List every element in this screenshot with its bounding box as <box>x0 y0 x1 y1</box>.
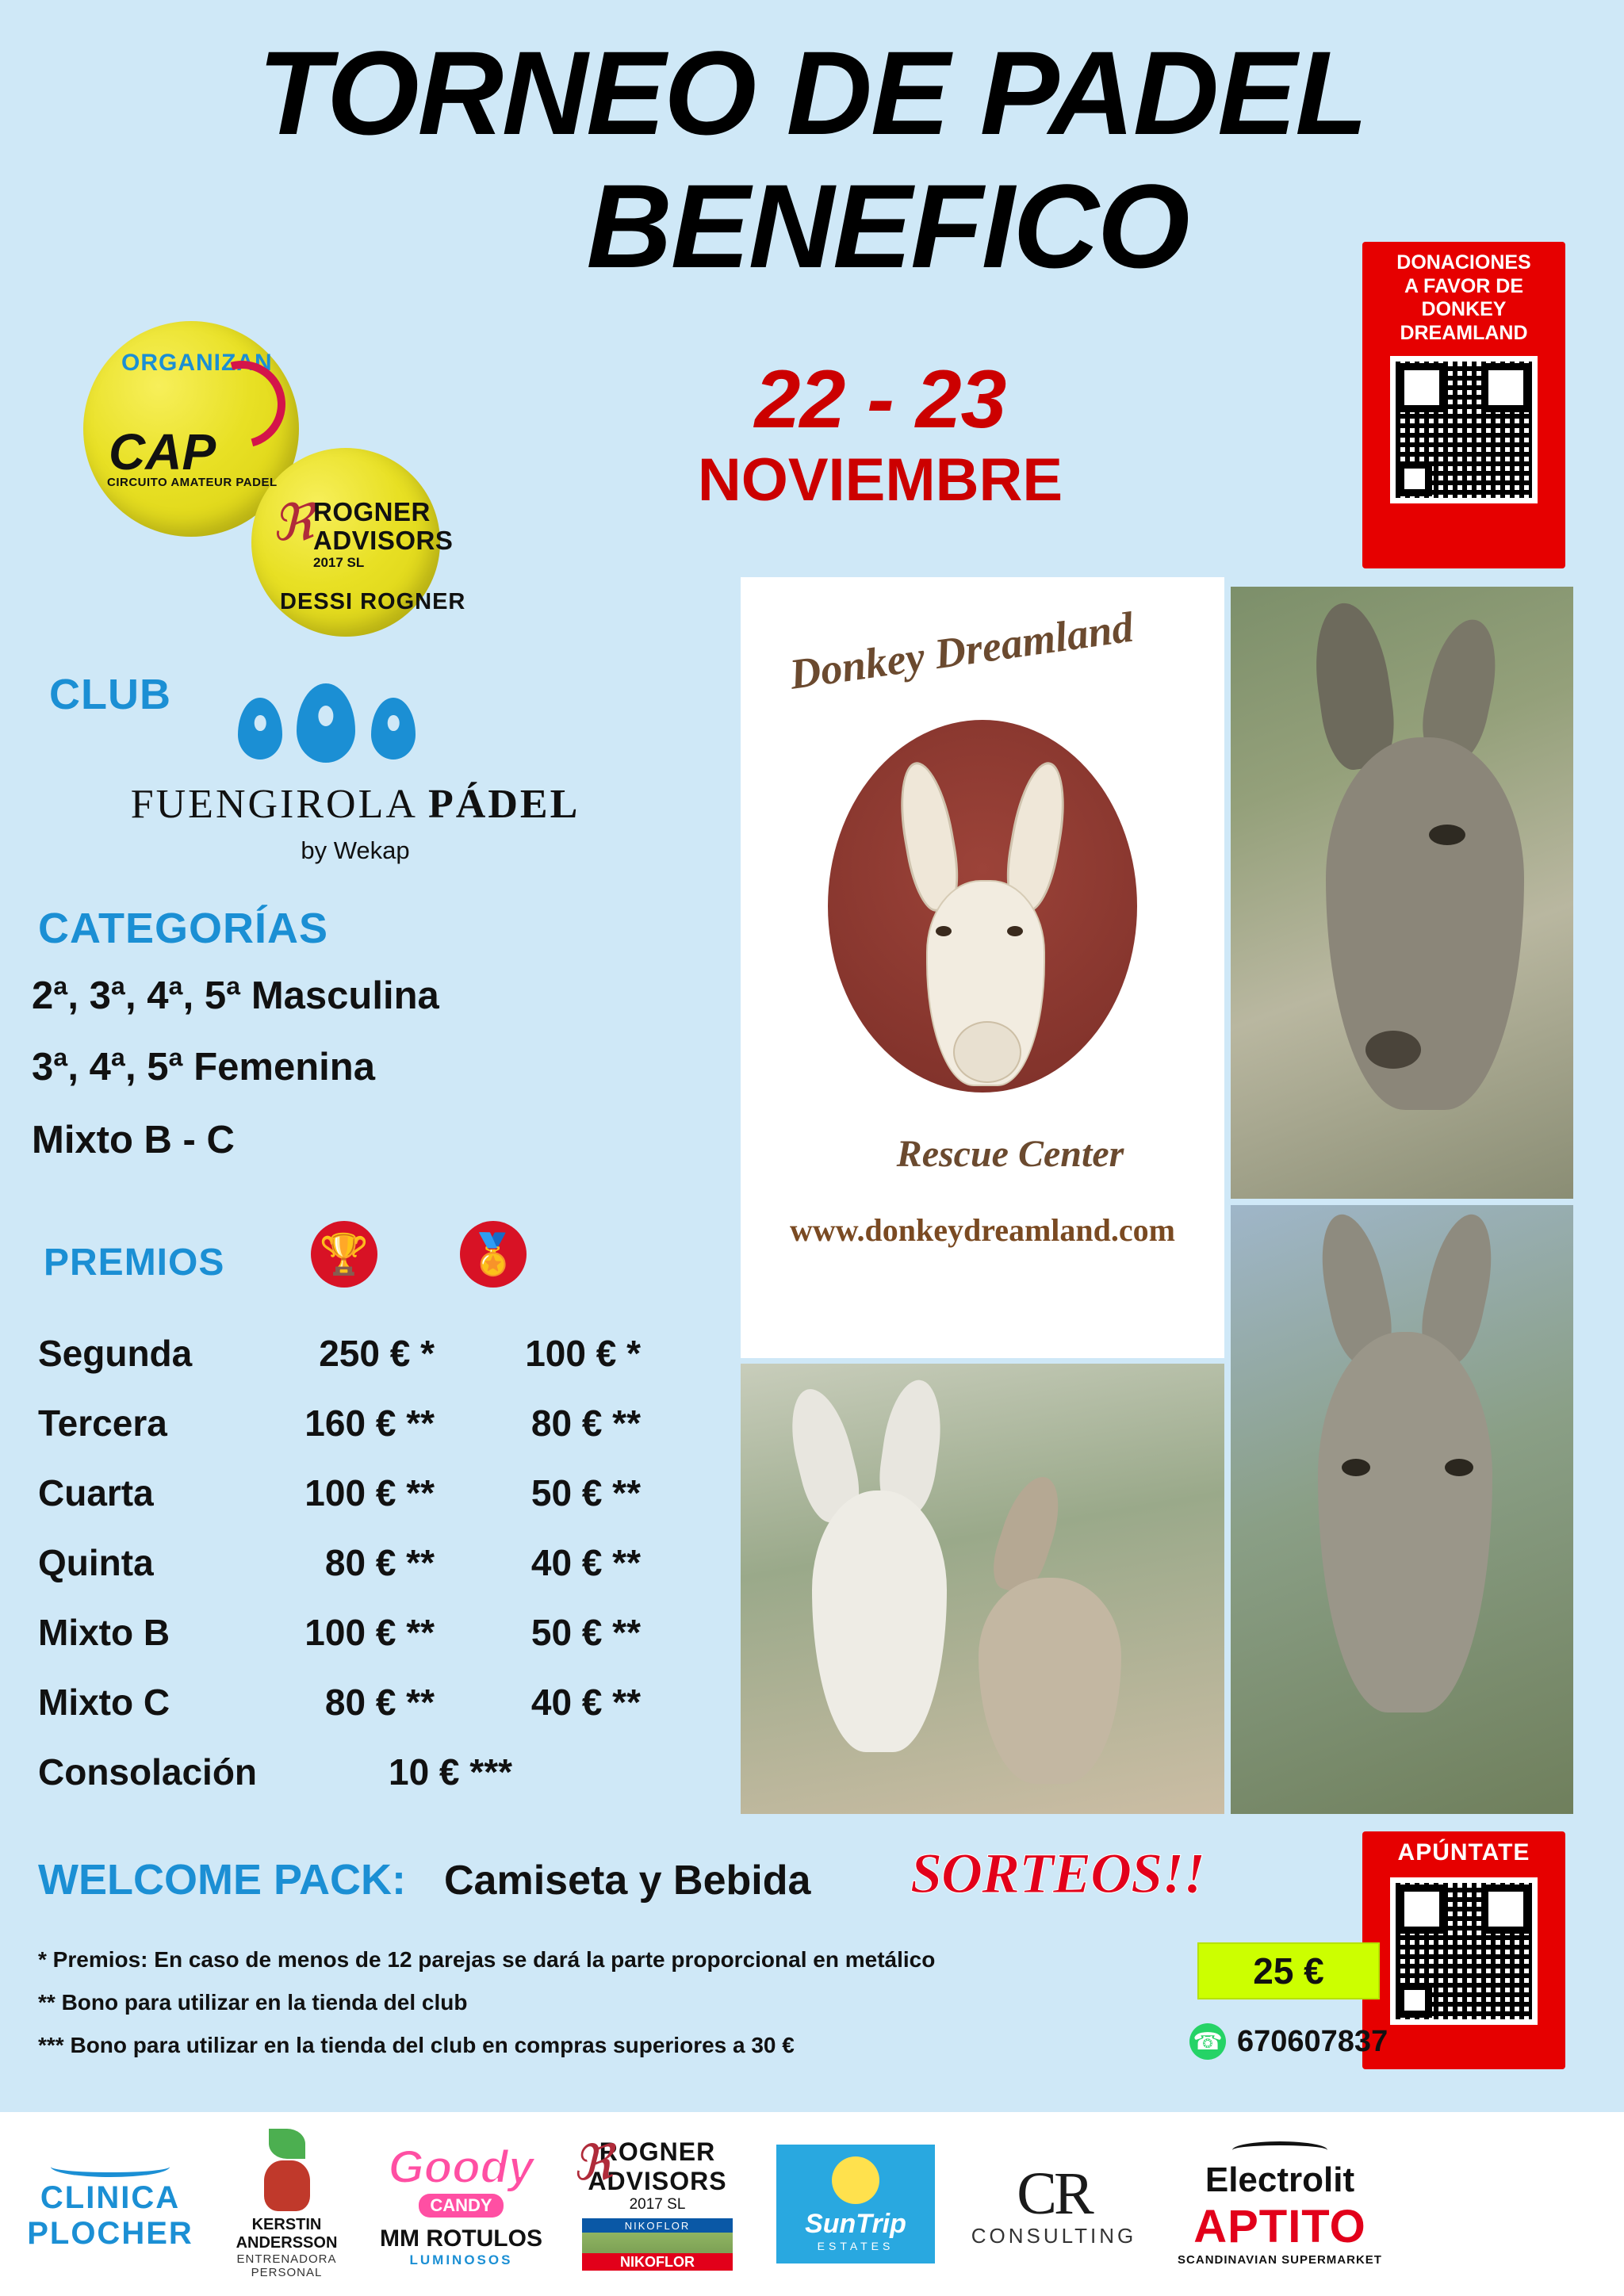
prize-second: 40 € ** <box>530 1542 641 1583</box>
photo-donkey-head <box>1318 1332 1492 1712</box>
categories-heading: CATEGORÍAS <box>38 905 329 952</box>
qr-finder <box>1397 1983 1432 2018</box>
pin-center-icon <box>297 683 355 763</box>
qr-finder <box>1397 461 1432 496</box>
sponsor-cr-consulting <box>955 2129 1153 2279</box>
prize-category: Cuarta <box>38 1472 154 1513</box>
sponsor-kerstin-andersson <box>209 2129 364 2279</box>
category-item-1: 2ª, 3ª, 4ª, 5ª Masculina <box>32 974 439 1017</box>
signup-label: APÚNTATE <box>1397 1839 1530 1866</box>
note-2: ** Bono para utilizar en la tienda del club <box>38 1990 468 2015</box>
wave-icon <box>51 2156 170 2177</box>
sponsor-line2: ADVISORS <box>588 2167 727 2195</box>
sponsor-electrolit-aptito <box>1161 2129 1399 2279</box>
rogner-line2: ADVISORS <box>313 526 454 555</box>
welcome-pack-heading: WELCOME PACK: <box>38 1856 406 1904</box>
price-badge: 25 € <box>1197 1942 1380 1999</box>
cap-logo-sub: CIRCUITO AMATEUR PADEL <box>107 476 278 489</box>
sponsor-line1: CR <box>1017 2160 1091 2227</box>
table-row <box>38 1751 672 1820</box>
welcome-pack-value: Camiseta y Bebida <box>444 1858 811 1904</box>
sponsor-nikoflor-image <box>582 2218 733 2271</box>
photo-donkey-eye <box>1429 825 1465 845</box>
prize-first: 80 € ** <box>324 1542 435 1583</box>
sponsor-line2: ESTATES <box>817 2239 894 2252</box>
organizan-label: ORGANIZAN <box>121 350 273 376</box>
sponsor-line1: SunTrip <box>805 2208 906 2239</box>
table-row <box>38 1471 672 1541</box>
signup-qr-box[interactable] <box>1362 1831 1565 2069</box>
prize-first: 250 € * <box>319 1333 435 1374</box>
donkey-photo-top-right <box>1231 587 1573 1199</box>
medal-icon: 🏅 <box>460 1221 527 1288</box>
sponsor-line1: Electrolit <box>1205 2160 1355 2199</box>
prize-first: 100 € ** <box>304 1612 435 1653</box>
sponsor-line2: CANDY <box>419 2194 503 2218</box>
sponsors-bar <box>0 2112 1624 2296</box>
prize-first: 80 € ** <box>324 1682 435 1723</box>
rogner-line1: ROGNER <box>313 497 431 526</box>
phone-number[interactable]: 670607837 <box>1237 2024 1388 2058</box>
sponsor-rogner-advisors <box>558 2129 756 2279</box>
note-3: *** Bono para utilizar en la tienda del club en compras superiores a 30 € <box>38 2033 795 2057</box>
donations-qr-code[interactable] <box>1390 356 1538 503</box>
prize-table <box>38 1332 672 1820</box>
sponsor-line2: ENTRENADORA PERSONAL <box>236 2252 337 2279</box>
sponsor-line1: ROGNER <box>599 2137 716 2166</box>
page-title-line1: TORNEO DE PADEL <box>258 26 1366 159</box>
prize-consolation-value: 10 € *** <box>388 1751 512 1793</box>
prize-category: Segunda <box>38 1333 193 1374</box>
rogner-line3: 2017 SL <box>313 555 365 570</box>
whatsapp-icon[interactable]: ☎ <box>1189 2023 1226 2060</box>
qr-matrix <box>1396 1883 1532 2019</box>
sponsor-line2: CONSULTING <box>971 2224 1137 2248</box>
donations-qr-box[interactable] <box>1362 242 1565 568</box>
event-date-month: NOVIEMBRE <box>697 446 1063 514</box>
runner-icon <box>264 2160 310 2211</box>
sponsor-line2: PLOCHER <box>27 2216 193 2251</box>
donkey-photo-bottom-right <box>1231 1205 1573 1814</box>
prize-second: 100 € * <box>525 1333 641 1374</box>
donkey-muzzle <box>953 1021 1021 1083</box>
prize-second: 40 € ** <box>530 1682 641 1723</box>
sponsor-line1: Goody <box>388 2141 534 2193</box>
contact-phone-row[interactable] <box>1189 2023 1388 2060</box>
event-date-days: 22 - 23 <box>754 354 1006 446</box>
donkey-website-url[interactable]: www.donkeydreamland.com <box>790 1212 1175 1248</box>
sponsor-line1: CLINICA <box>40 2180 181 2215</box>
donkey-logo-arc-top: Donkey Dreamland <box>787 603 1136 698</box>
photo-donkey-head <box>979 1578 1121 1784</box>
sponsor-line3: MM ROTULOS <box>380 2225 542 2252</box>
prizes-heading: PREMIOS <box>44 1242 225 1284</box>
prize-second: 80 € ** <box>530 1402 641 1444</box>
donkey-dreamland-logo <box>741 577 1224 1358</box>
photo-donkey-eye <box>1445 1459 1473 1476</box>
club-name-part2: PÁDEL <box>428 782 580 827</box>
club-pins-icon <box>230 683 428 755</box>
donations-label-2: A FAVOR DE <box>1404 274 1523 297</box>
donkey-eye-left <box>936 926 952 936</box>
donkey-logo-arc-bottom: Rescue Center <box>896 1133 1124 1175</box>
organizers-logos <box>75 313 488 622</box>
photo-donkey-nose <box>1365 1031 1421 1069</box>
prize-category: Consolación <box>38 1751 258 1793</box>
prize-second: 50 € ** <box>530 1472 641 1513</box>
sponsor-line4: LUMINOSOS <box>409 2252 513 2267</box>
donations-label-3: DONKEY <box>1421 298 1507 320</box>
prize-second: 50 € ** <box>530 1612 641 1653</box>
rogner-monogram-icon: ℜ <box>573 2137 613 2191</box>
club-by: by Wekap <box>301 836 410 864</box>
signup-qr-code[interactable] <box>1390 1877 1538 2025</box>
table-row <box>38 1681 672 1751</box>
sponsor-line1: KERSTIN ANDERSSON <box>236 2216 338 2252</box>
trophy-icon: 🏆 <box>311 1221 377 1288</box>
prize-first: 160 € ** <box>304 1402 435 1444</box>
donkeys-photo-bottom-left <box>741 1364 1224 1814</box>
rogner-person-name: DESSI ROGNER <box>280 589 466 614</box>
pin-left-icon <box>238 698 282 760</box>
photo-donkey-eye <box>1342 1459 1370 1476</box>
rogner-monogram-icon: ℜ <box>272 495 314 551</box>
prize-first: 100 € ** <box>304 1472 435 1513</box>
nikoflor-top-label: NIKOFLOR <box>582 2218 733 2233</box>
donations-label-1: DONACIONES <box>1396 251 1531 274</box>
sponsor-line4: NIKOFLOR <box>582 2253 733 2271</box>
cap-logo-text: CAP <box>109 423 216 480</box>
sponsor-line2: APTITO <box>1193 2201 1366 2252</box>
notes-block <box>38 1947 1180 2076</box>
sponsor-clinica-plocher <box>19 2129 201 2279</box>
table-row <box>38 1402 672 1471</box>
table-row <box>38 1541 672 1611</box>
sponsor-line3: SCANDINAVIAN SUPERMARKET <box>1178 2253 1382 2267</box>
photo-donkey-head <box>1326 737 1524 1110</box>
table-row <box>38 1332 672 1402</box>
sorteos-label: SORTEOS!! <box>910 1842 1205 1905</box>
club-name-part1: FUENGIROLA <box>130 782 429 827</box>
prize-category: Quinta <box>38 1542 154 1583</box>
donations-label-4: DREAMLAND <box>1400 321 1528 344</box>
sponsor-suntrip-estates <box>764 2129 947 2279</box>
sun-icon <box>832 2156 879 2204</box>
category-item-3: Mixto B - C <box>32 1119 235 1161</box>
event-dates <box>603 354 1158 514</box>
page-title-line2: BENEFICO <box>586 159 1189 293</box>
table-row <box>38 1611 672 1681</box>
club-name <box>102 781 609 828</box>
prize-category: Mixto C <box>38 1682 170 1723</box>
club-heading: CLUB <box>49 671 171 718</box>
suntrip-logo-box <box>776 2145 935 2263</box>
note-1: * Premios: En caso de menos de 12 parejas se dará la parte proporcional en metálico <box>38 1947 936 1972</box>
sponsor-line3: 2017 SL <box>629 2196 686 2213</box>
qr-matrix <box>1396 362 1532 498</box>
prize-category: Tercera <box>38 1402 167 1444</box>
swoosh-icon <box>1232 2141 1327 2159</box>
donkey-eye-right <box>1007 926 1023 936</box>
category-item-2: 3ª, 4ª, 5ª Femenina <box>32 1046 375 1089</box>
pin-right-icon <box>371 698 416 760</box>
photo-donkey-head <box>812 1490 947 1752</box>
leaf-icon <box>269 2129 305 2159</box>
prize-category: Mixto B <box>38 1612 170 1653</box>
sponsor-goody-candy <box>372 2129 550 2279</box>
